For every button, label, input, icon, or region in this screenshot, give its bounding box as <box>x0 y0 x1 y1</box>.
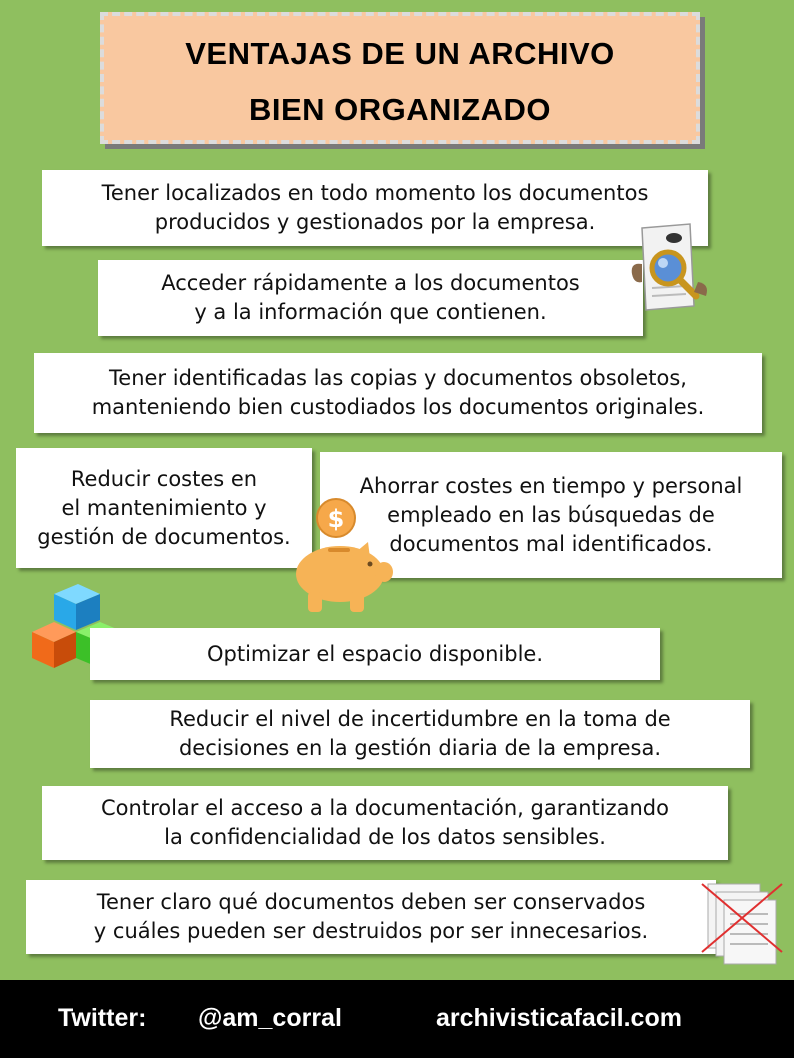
item-text-3: Tener identificadas las copias y documentos obsoletos, manteniendo bien custodiados los documentos originales. <box>91 366 705 419</box>
item-card-6 <box>90 628 660 680</box>
item-card-9 <box>26 880 716 954</box>
item-text-9: Tener claro qué documentos deben ser conservados y cuáles pueden ser destruidos por ser innecesarios. <box>93 890 649 943</box>
item-text-4: Reducir costes en el mantenimiento y gestión de documentos. <box>37 466 291 549</box>
item-text-7: Reducir el nivel de incertidumbre en la toma de decisiones en la gestión diaria de la empresa. <box>169 707 671 760</box>
item-card-8 <box>42 786 728 860</box>
crossed-documents-icon <box>698 880 786 966</box>
footer <box>0 980 794 1058</box>
website-link[interactable]: archivisticafacil.com <box>436 1004 682 1032</box>
item-text-2: Acceder rápidamente a los documentos y a la información que contienen. <box>161 271 580 324</box>
twitter-label: Twitter: <box>58 1004 147 1032</box>
item-card-2 <box>98 260 643 336</box>
item-text-5: Ahorrar costes en tiempo y personal empleado en las búsquedas de documentos mal identificados. <box>359 473 743 556</box>
item-card-3 <box>34 353 762 433</box>
title-line-2: BIEN ORGANIZADO <box>249 92 551 127</box>
item-text-6: Optimizar el espacio disponible. <box>207 641 543 666</box>
title-box <box>100 12 700 144</box>
item-card-1 <box>42 170 708 246</box>
title-line-1: VENTAJAS DE UN ARCHIVO <box>185 36 615 71</box>
twitter-handle[interactable]: @am_corral <box>198 1004 342 1032</box>
svg-text:$: $ <box>327 505 345 533</box>
item-card-4 <box>16 448 312 568</box>
item-text-8: Controlar el acceso a la documentación, garantizando la confidencialidad de los datos sensibles. <box>101 796 669 849</box>
piggy-bank-icon <box>290 496 400 614</box>
item-text-1: Tener localizados en todo momento los documentos producidos y gestionados por la empresa. <box>101 181 649 234</box>
item-card-7 <box>90 700 750 768</box>
magnifier-document-icon <box>628 222 712 314</box>
